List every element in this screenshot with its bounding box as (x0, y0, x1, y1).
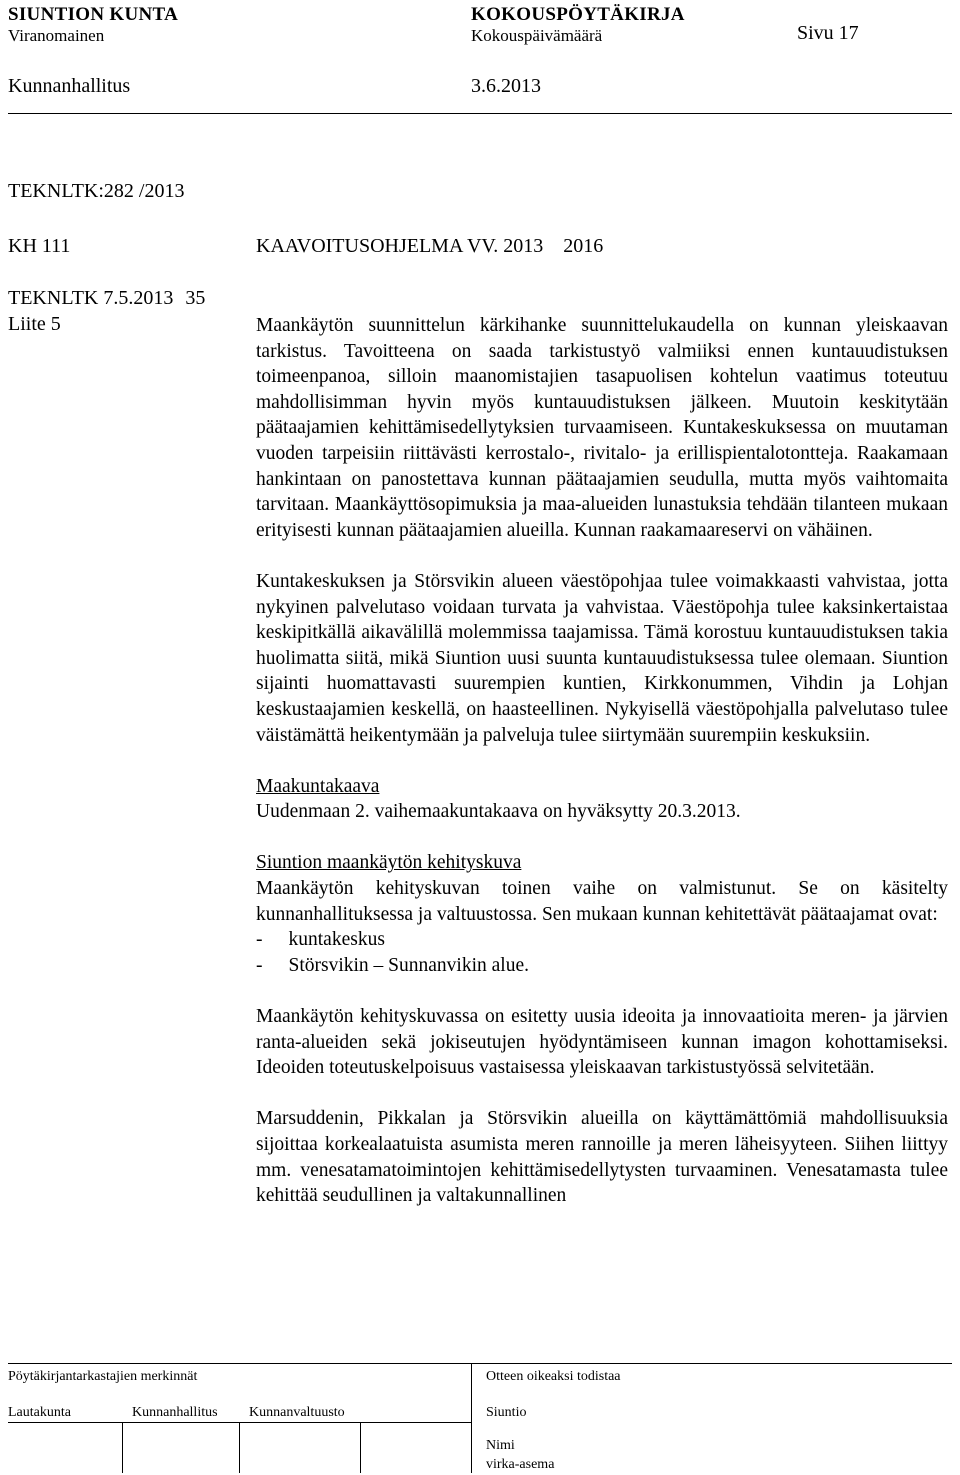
list-item (256, 927, 948, 953)
paragraph-population: Kuntakeskuksen ja Störsvikin alueen väestöpohjaa tulee voimakkaasti vahvistaa, jotta nykyinen palvelutaso voidaan turvata ja vahvistaa. Väestöpohja tulee kaksinkertaistaa keskipitkällä aikavälillä molemmissa taajamissa. Tämä korostuu kuntauudistuksen takia huolimatta siitä, mikä Siuntion uusi suunta kuntauudistuksessa tulee olemaan. Siuntion sijainti huomattavasti suurempien kuntien, Kirkkonummen, Vihdin ja Lohjan keskustaajamien keskellä, on haasteellinen. Nykyisellä väestöpohjalla palvelutaso tulee väistämättä heikentymään ja palveluja tulee siirtymään suurempiin keskuksiin. (256, 570, 948, 746)
paragraph-maakuntakaava: Uudenmaan 2. vaihemaakuntakaava on hyväksytty 20.3.2013. (256, 801, 741, 823)
reference-teknltk: TEKNLTK:282 /2013 (8, 180, 185, 202)
footer-name-label: Nimi (486, 1438, 515, 1453)
list-item-text: Störsvikin – Sunnanvikin alue. (288, 954, 529, 976)
paragraph-coast: Marsuddenin, Pikkalan ja Störsvikin alueilla on käyttämättömiä mahdollisuuksia sijoittaa korkealaatuista asumista meren rannoille ja meren läheisyyteen. Siihen liittyy mm. venesatamatoimintojen kehittämisedellytysten turvaaminen. Venesatamasta tulee kehittää seudullinen ja valtakunnallinen (256, 1108, 948, 1207)
reference-teknltk-date (8, 287, 205, 310)
footer-place: Siuntio (486, 1405, 527, 1420)
reference-date: TEKNLTK 7.5.2013 (8, 287, 174, 309)
heading-maakuntakaava: Maakuntakaava (256, 775, 380, 797)
footer-col-divider-3 (360, 1422, 361, 1473)
meeting-date-label: Kokouspäivämäärä (471, 26, 603, 45)
section-title (256, 235, 603, 258)
footer-executive-label: Kunnanhallitus (132, 1405, 218, 1420)
footer-reviewers-title: Pöytäkirjantarkastajien merkinnät (8, 1369, 198, 1384)
footer-top-rule (8, 1363, 952, 1364)
paragraph-kehityskuva: Maankäytön kehityskuvan toinen vaihe on valmistunut. Se on käsitelty kunnanhallituksessa ja valtuustossa. Sen mukaan kunnan kehitettävät päätaajamat ovat: (256, 878, 948, 925)
municipality-name: SIUNTION KUNTA (8, 4, 179, 25)
section-title-year: 2016 (563, 235, 604, 257)
section-number: KH 111 (8, 235, 71, 257)
list-item-text: kuntakeskus (288, 929, 385, 951)
footer-board-label: Lautakunta (8, 1405, 71, 1420)
authority-name: Kunnanhallitus (8, 75, 131, 97)
footer-council-label: Kunnanvaltuusto (249, 1405, 345, 1420)
list-dash: - (256, 929, 263, 951)
document-type: KOKOUSPÖYTÄKIRJA (471, 4, 685, 25)
heading-kehityskuva: Siuntion maankäytön kehityskuva (256, 852, 522, 874)
authority-label: Viranomainen (8, 26, 105, 45)
page-number: Sivu 17 (797, 22, 859, 44)
footer-position-label: virka-asema (486, 1457, 555, 1472)
paragraph-planning: Maankäytön suunnittelun kärkihanke suunnittelukaudella on kunnan yleiskaavan tarkistus. Tavoitteena on saada tarkistustyö valmiiksi ennen kuntauudistuksen toimeenpanoa, silloin maanomistajien tasapuolisen kohtelun vaatimus toteutuu mahdollisimman hyvin myös kuntauudistuksen jälkeen. Muutoin keskitytään päätaajamien kehittämisedellytyksien turvaamiseen. Kuntakeskuksessa on muutaman vuoden tarpeisiin riittävästi kerrostalo-, rivitalo- ja erillispientalotontteja. Raakamaan hankintaan on panostettava kunnan päätaajamien seudulla, mutta myös vaihtomaita tarvitaan. Maankäyttösopimuksia ja maa-alueiden lunastuksia tehdään tilanteen mukaan erityisesti kunnan päätaajamien alueilla. Kunnan raakamaareservi on vähäinen. (256, 315, 948, 541)
header-rule (8, 113, 952, 114)
list-dash: - (256, 954, 263, 976)
footer-certification-title: Otteen oikeaksi todistaa (486, 1369, 621, 1384)
meeting-date: 3.6.2013 (471, 75, 541, 97)
footer-col-divider-1 (122, 1422, 123, 1473)
section-title-text: KAAVOITUSOHJELMA VV. 2013 (256, 235, 544, 257)
reference-number: 35 (185, 287, 206, 309)
footer-divider (471, 1363, 472, 1473)
list-item (256, 953, 948, 979)
footer-col-divider-2 (239, 1422, 240, 1473)
body-text (256, 313, 948, 1209)
paragraph-ideas: Maankäytön kehityskuvassa on esitetty uusia ideoita ja innovaatioita meren- ja järvien ranta-alueiden sekä jokiseutujen hyödyntämiseen kunnan imagon kohottamiseksi. Ideoiden toteutuskelpoisuus vastaisessa yleiskaavan tarkistustyössä selvitetään. (256, 1006, 948, 1079)
attachment-label: Liite 5 (8, 313, 61, 335)
